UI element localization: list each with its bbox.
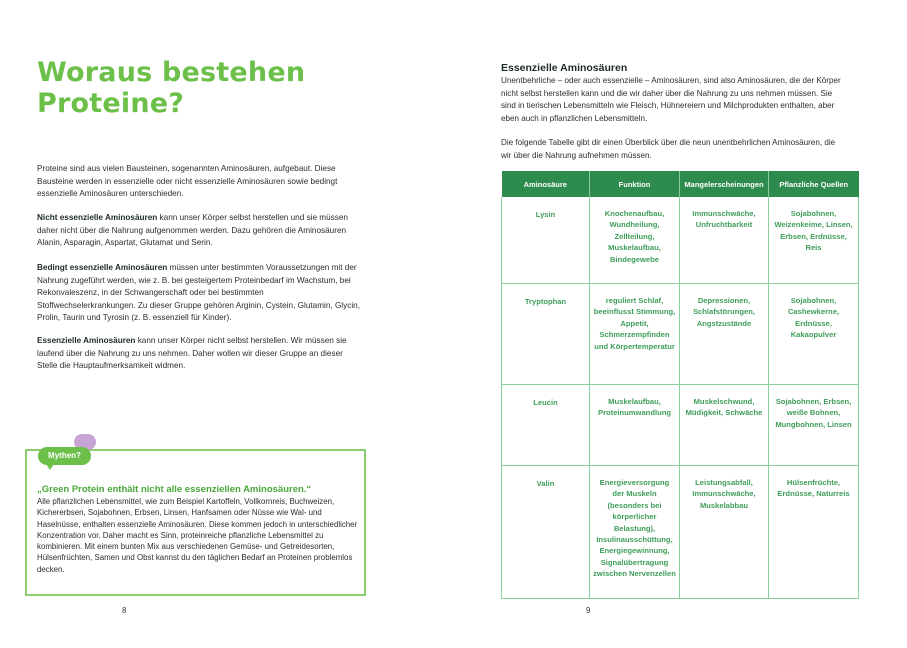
essential-paragraph [37,335,362,373]
essential-text: kann unser Körper nicht selbst herstellen. Wir müssen sie laufend über die Nahrung zu uns nehmen. Daher wollen wir dieser Gruppe an dieser Stelle die Hauptaufmerksamkeit widmen. [37,336,347,371]
conditional-term: Bedingt essenzielle Aminosäuren [37,263,168,272]
table-row [502,466,859,599]
title-line-2: Proteine? [37,88,185,119]
table-header-row [502,171,859,197]
cell-plant-sources: Sojabohnen, Weizenkeime, Linsen, Erbsen, Erdnüsse, Reis [769,197,859,284]
cell-function: reguliert Schlaf, beeinflusst Stimmung, Appetit, Schmerzempfinden und Körpertemperatur [590,284,680,385]
conditional-paragraph [37,262,362,325]
header-plant-sources: Pflanzliche Quellen [769,171,859,197]
table-row [502,197,859,284]
amino-acid-table [501,171,859,599]
myth-badge: Mythen? [38,447,91,465]
cell-plant-sources: Sojabohnen, Cashewkerne, Erdnüsse, Kakaopulver [769,284,859,385]
intro-paragraph: Proteine sind aus vielen Bausteinen, sogenannten Aminosäuren, aufgebaut. Diese Bausteine werden in essenzielle oder nicht essenzielle Aminosäuren sowie bedingt essenzielle Aminosäuren unterschieden. [37,164,338,199]
myth-text: Alle pflanzlichen Lebensmittel, wie zum Beispiel Kartoffeln, Vollkornreis, Buchweizen, Kichererbsen, Sojabohnen, Erbsen, Linsen, Hanfsamen oder Nüsse wie Wal- und Haselnüsse, enthalten essenzielle Aminosäuren. Diese kommen jedoch in unterschiedlicher Konzentration vor. Daher macht es Sinn, proteinreiche pflanzliche Lebensmittel zu kombinieren. Mit einem bunten Mix aus verschiedenen Gemüse- und Getreidesorten, Hülsenfrüchten, Samen und Obst kannst du den täglichen Bedarf an Proteinen problemlos decken. [37,497,358,574]
cell-function: Energieversorgung der Muskeln (besonders bei körperlicher Belastung), Insulinausschüttung, Energiegewinnung, Signalübertragung zwischen Nervenzellen [590,466,680,599]
cell-deficiency: Immunschwäche, Unfruchtbarkeit [680,197,769,284]
page-title [37,57,305,119]
cell-deficiency: Muskelschwund, Müdigkeit, Schwäche [680,385,769,466]
table-row [502,385,859,466]
cell-amino-acid: Lysin [502,197,590,284]
right-page [453,0,907,648]
cell-amino-acid: Tryptophan [502,284,590,385]
page-number-right: 9 [586,606,591,615]
page-number-left: 8 [122,606,127,615]
table-row [502,284,859,385]
cell-function: Knochenaufbau, Wundheilung, Zellteilung, Muskelaufbau, Bindegewebe [590,197,680,284]
conditional-text: müssen unter bestimmten Voraussetzungen mit der Nahrung zugeführt werden, wie z. B. bei gesteigertem Proteinbedarf im Wachstum, bei Rekonvaleszenz, in der Schwangerschaft oder bei bestimmten Stoffwechselerkrankungen. Zu dieser Gruppe gehören Arginin, Cystein, Glutamin, Glycin, Prolin, Taurin und Tyrosin (z. B. essenziell für Kinder). [37,263,360,323]
left-page [0,0,453,648]
cell-plant-sources: Hülsenfrüchte, Erdnüsse, Naturreis [769,466,859,599]
cell-amino-acid: Valin [502,466,590,599]
essential-term: Essenzielle Aminosäuren [37,336,136,345]
right-intro-paragraph: Unentbehrliche – oder auch essenzielle – Aminosäuren, sind also Aminosäuren, die der Körper nicht selbst herstellen kann und die wir daher über die Nahrung zu uns nehmen müssen. Sie sind in tierischen Lebensmitteln wie Fleisch, Hühnereiern und Milchprodukten enthalten, aber eben auch in pflanzlichen Lebensmitteln. [501,76,841,123]
cell-plant-sources: Sojabohnen, Erbsen, weiße Bohnen, Mungbohnen, Linsen [769,385,859,466]
cell-amino-acid: Leucin [502,385,590,466]
section-heading: Essenzielle Aminosäuren [501,62,628,74]
non-essential-paragraph [37,212,362,250]
cell-deficiency: Depressionen, Schlafstörungen, Angstzustände [680,284,769,385]
table-intro-paragraph: Die folgende Tabelle gibt dir einen Überblick über die neun unentbehrlichen Aminosäuren, die wir über die Nahrung aufnehmen müssen. [501,138,836,160]
non-essential-text: kann unser Körper selbst herstellen und sie müssen daher nicht über die Nahrung aufgenommen werden. Dazu gehören die Aminosäuren Alanin, Asparagin, Aspartat, Glutamat und Serin. [37,213,348,248]
non-essential-term: Nicht essenzielle Aminosäuren [37,213,158,222]
header-deficiency: Mangelerscheinungen [680,171,769,197]
title-line-1: Woraus bestehen [37,57,306,88]
header-amino-acid: Aminosäure [502,171,590,197]
cell-function: Muskelaufbau, Proteinumwandlung [590,385,680,466]
cell-deficiency: Leistungsabfall, Immunschwäche, Muskelabbau [680,466,769,599]
header-function: Funktion [590,171,680,197]
myth-title: „Green Protein enthält nicht alle essenziellen Aminosäuren.“ [37,484,312,495]
